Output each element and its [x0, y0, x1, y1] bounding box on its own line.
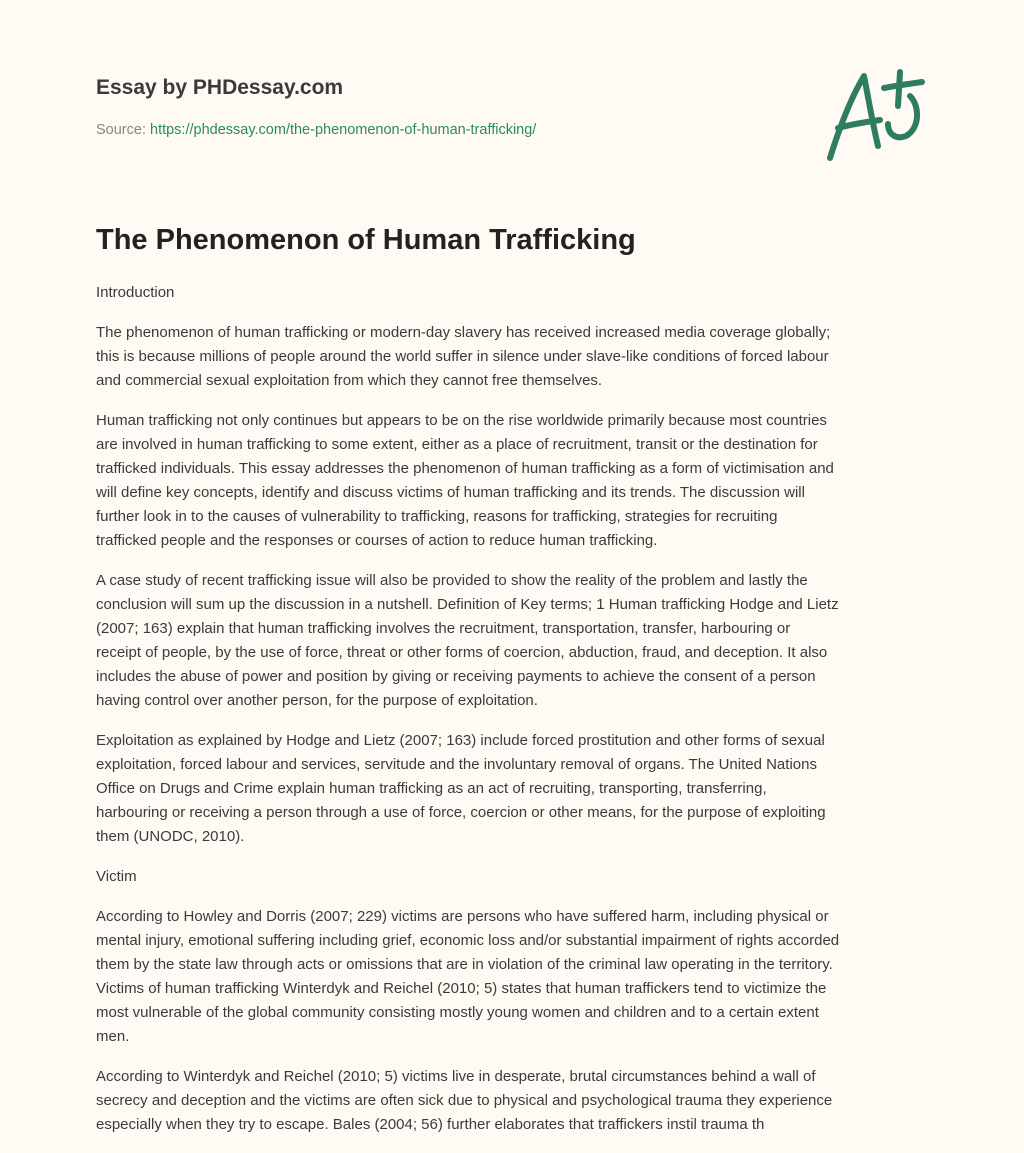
text-line: men. [96, 1028, 130, 1045]
text-line: trafficked people and the responses or courses of action to reduce human trafficking. [96, 532, 658, 549]
paragraph [96, 729, 936, 849]
text-line: Victims of human trafficking Winterdyk and Reichel (2010; 5) states that human traffickers tend to victimize the [96, 980, 827, 997]
text-line: trafficked individuals. This essay addresses the phenomenon of human trafficking as a form of victimisation and [96, 460, 834, 477]
paragraph [96, 1065, 936, 1137]
brand-title: Essay by PHDessay.com [96, 76, 344, 99]
text-line: having control over another person, for the purpose of exploitation. [96, 692, 538, 709]
paragraph [96, 409, 936, 553]
text-line: further look in to the causes of vulnerability to trafficking, reasons for trafficking, strategies for recruiting [96, 508, 778, 525]
source-line [96, 122, 536, 138]
text-line: Introduction [96, 284, 175, 301]
text-line: harbouring or receiving a person through a use of force, coercion or other means, for the purpose of exploiting [96, 804, 826, 821]
text-line: and commercial sexual exploitation from which they cannot free themselves. [96, 372, 603, 389]
section-heading [96, 281, 936, 305]
text-line: are involved in human trafficking to some extent, either as a place of recruitment, transit or the destination for [96, 436, 818, 453]
text-line: A case study of recent trafficking issue will also be provided to show the reality of the problem and lastly the [96, 572, 808, 589]
section-heading [96, 865, 936, 889]
text-line: Exploitation as explained by Hodge and Lietz (2007; 163) include forced prostitution and other forms of sexual [96, 732, 825, 749]
source-label: Source: [96, 122, 150, 138]
text-line: According to Howley and Dorris (2007; 229) victims are persons who have suffered harm, including physical or [96, 908, 829, 925]
text-line: According to Winterdyk and Reichel (2010; 5) victims live in desperate, brutal circumstances behind a wall of [96, 1068, 816, 1085]
essay-title: The Phenomenon of Human Trafficking [96, 224, 636, 256]
text-line: Office on Drugs and Crime explain human trafficking as an act of recruiting, transporting, transferring, [96, 780, 767, 797]
text-line: mental injury, emotional suffering including grief, economic loss and/or substantial impairment of rights accorded [96, 932, 840, 949]
text-line: most vulnerable of the global community consisting mostly young women and children and to a certain extent [96, 1004, 819, 1021]
text-line: them by the state law through acts or omissions that are in violation of the criminal law operating in the territory. [96, 956, 833, 973]
paragraph [96, 321, 936, 393]
text-line: especially when they try to escape. Bales (2004; 56) further elaborates that traffickers instil trauma th [96, 1116, 765, 1133]
text-line: them (UNODC, 2010). [96, 828, 245, 845]
text-line: will define key concepts, identify and discuss victims of human trafficking and its trends. The discussion will [96, 484, 805, 501]
source-link[interactable]: https://phdessay.com/the-phenomenon-of-human-trafficking/ [150, 122, 537, 138]
text-line: (2007; 163) explain that human trafficking involves the recruitment, transportation, transfer, harbouring or [96, 620, 791, 637]
paragraph [96, 905, 936, 1049]
text-line: The phenomenon of human trafficking or modern-day slavery has received increased media coverage globally; [96, 324, 831, 341]
text-line: Human trafficking not only continues but appears to be on the rise worldwide primarily because most countries [96, 412, 827, 429]
text-line: Victim [96, 868, 137, 885]
paragraph [96, 569, 936, 713]
text-line: conclusion will sum up the discussion in a nutshell. Definition of Key terms; 1 Human trafficking Hodge and Lietz [96, 596, 839, 613]
text-line: this is because millions of people around the world suffer in silence under slave-like conditions of forced labour [96, 348, 829, 365]
text-line: secrecy and deception and the victims are often sick due to physical and psychological trauma they experience [96, 1092, 833, 1109]
essay-body [96, 281, 936, 1137]
a-plus-logo-icon [818, 66, 928, 166]
text-line: receipt of people, by the use of force, threat or other forms of coercion, abduction, fraud, and deception. It also [96, 644, 828, 661]
text-line: includes the abuse of power and position by giving or receiving payments to achieve the consent of a person [96, 668, 816, 685]
essay-content [96, 224, 936, 1153]
text-line: exploitation, forced labour and services, servitude and the involuntary removal of organs. The United Nations [96, 756, 817, 773]
header [96, 76, 536, 138]
